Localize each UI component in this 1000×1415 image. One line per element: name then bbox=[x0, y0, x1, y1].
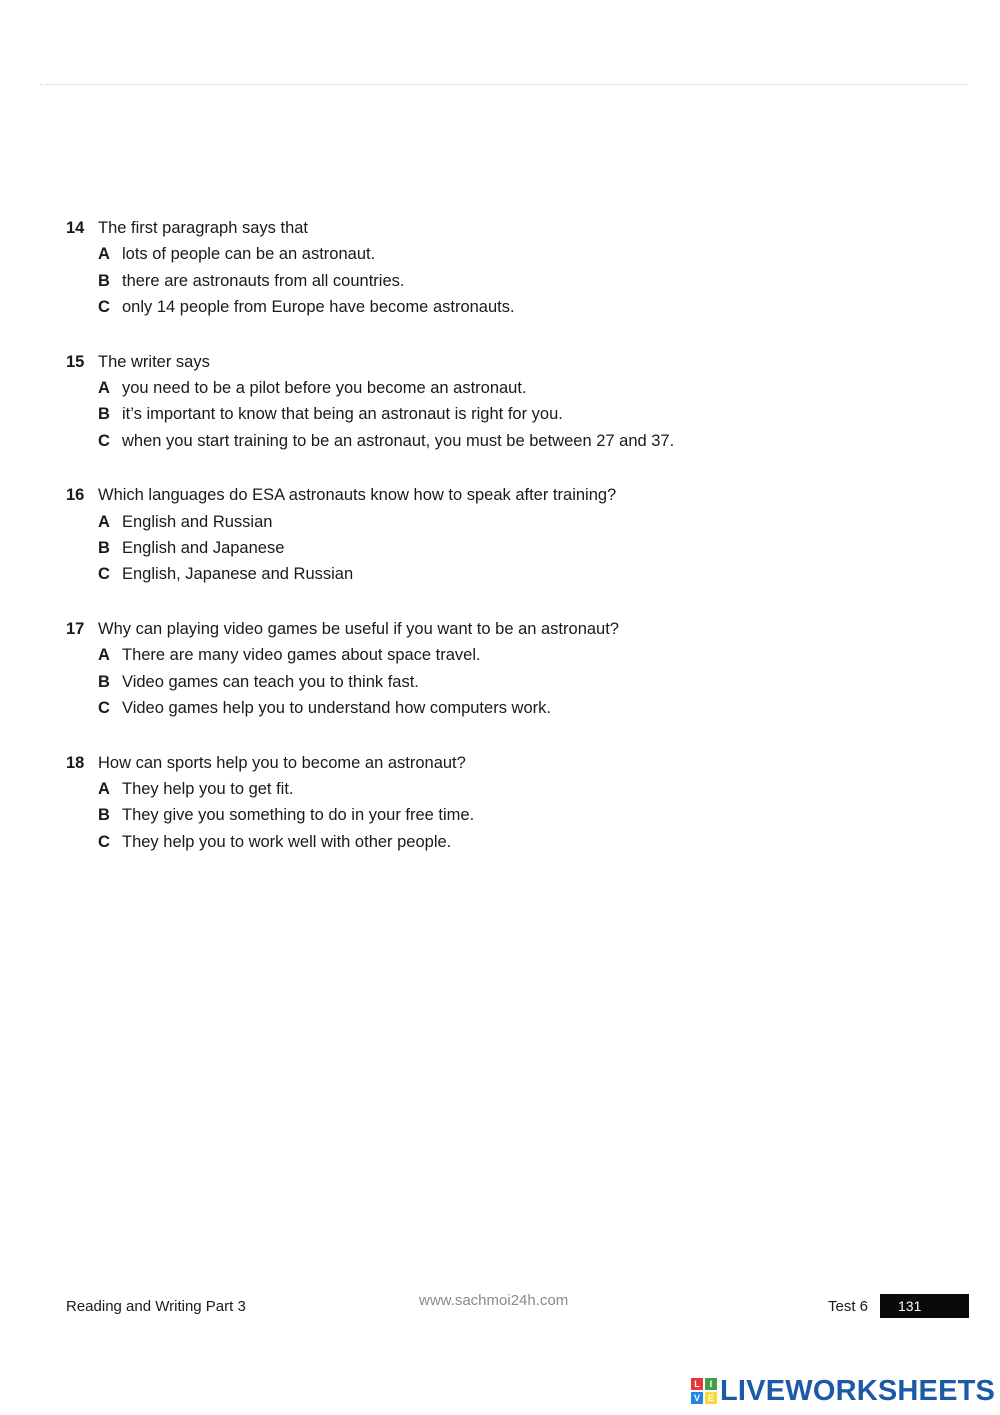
option-text: you need to be a pilot before you become an astronaut. bbox=[122, 379, 527, 398]
option-c[interactable] bbox=[66, 428, 926, 454]
option-letter: B bbox=[98, 539, 110, 558]
option-text: Video games help you to understand how computers work. bbox=[122, 699, 551, 718]
option-letter: C bbox=[98, 565, 110, 584]
question-number: 18 bbox=[66, 753, 85, 772]
option-c[interactable] bbox=[66, 829, 926, 855]
option-letter: A bbox=[98, 379, 110, 398]
option-letter: B bbox=[98, 271, 110, 290]
option-a[interactable] bbox=[66, 241, 926, 267]
option-a[interactable] bbox=[66, 509, 926, 535]
footer-section-label: Reading and Writing Part 3 bbox=[66, 1298, 246, 1315]
top-divider bbox=[40, 84, 968, 85]
option-b[interactable] bbox=[66, 669, 926, 695]
question-list bbox=[66, 215, 926, 883]
option-letter: A bbox=[98, 512, 110, 531]
question-number: 16 bbox=[66, 486, 85, 505]
question-number: 17 bbox=[66, 619, 85, 638]
question-15 bbox=[66, 349, 926, 455]
option-b[interactable] bbox=[66, 268, 926, 294]
option-b[interactable] bbox=[66, 802, 926, 828]
liveworksheets-logo-text: LIVEWORKSHEETS bbox=[720, 1374, 996, 1407]
liveworksheets-logo-icon bbox=[691, 1378, 717, 1404]
option-text: English and Japanese bbox=[122, 539, 285, 558]
option-text: They give you something to do in your free time. bbox=[122, 806, 475, 825]
option-b[interactable] bbox=[66, 535, 926, 561]
question-14 bbox=[66, 215, 926, 321]
question-16 bbox=[66, 482, 926, 588]
question-text: The writer says bbox=[98, 352, 210, 371]
logo-square-i: I bbox=[705, 1378, 717, 1390]
option-text: it’s important to know that being an astronaut is right for you. bbox=[122, 405, 563, 424]
question-text: How can sports help you to become an astronaut? bbox=[98, 753, 466, 772]
option-letter: A bbox=[98, 245, 110, 264]
page-number-badge: 131 bbox=[880, 1294, 969, 1318]
option-letter: B bbox=[98, 405, 110, 424]
question-number: 15 bbox=[66, 352, 85, 371]
option-text: there are astronauts from all countries. bbox=[122, 271, 405, 290]
option-text: Video games can teach you to think fast. bbox=[122, 672, 419, 691]
option-letter: C bbox=[98, 699, 110, 718]
option-text: only 14 people from Europe have become astronauts. bbox=[122, 298, 515, 317]
option-letter: A bbox=[98, 646, 110, 665]
question-18 bbox=[66, 750, 926, 856]
logo-square-e: E bbox=[705, 1392, 717, 1404]
option-letter: C bbox=[98, 431, 110, 450]
option-letter: B bbox=[98, 806, 110, 825]
option-c[interactable] bbox=[66, 561, 926, 587]
liveworksheets-logo[interactable] bbox=[691, 1373, 995, 1409]
option-text: English and Russian bbox=[122, 512, 273, 531]
option-text: English, Japanese and Russian bbox=[122, 565, 354, 584]
footer-watermark-url: www.sachmoi24h.com bbox=[419, 1292, 569, 1309]
logo-square-l: L bbox=[691, 1378, 703, 1390]
option-text: There are many video games about space travel. bbox=[122, 646, 481, 665]
question-number: 14 bbox=[66, 219, 85, 237]
option-letter: A bbox=[98, 779, 110, 798]
option-text: They help you to get fit. bbox=[122, 779, 294, 798]
question-text: Which languages do ESA astronauts know how to speak after training? bbox=[98, 486, 617, 505]
option-letter: C bbox=[98, 298, 110, 317]
question-text: The first paragraph says that bbox=[98, 219, 309, 237]
option-a[interactable] bbox=[66, 776, 926, 802]
option-c[interactable] bbox=[66, 294, 926, 320]
option-c[interactable] bbox=[66, 695, 926, 721]
option-b[interactable] bbox=[66, 401, 926, 427]
option-a[interactable] bbox=[66, 375, 926, 401]
logo-square-v: V bbox=[691, 1392, 703, 1404]
option-text: lots of people can be an astronaut. bbox=[122, 245, 376, 264]
option-letter: B bbox=[98, 672, 110, 691]
option-a[interactable] bbox=[66, 642, 926, 668]
question-17 bbox=[66, 616, 926, 722]
option-text: when you start training to be an astronaut, you must be between 27 and 37. bbox=[122, 431, 675, 450]
option-letter: C bbox=[98, 832, 110, 851]
option-text: They help you to work well with other people. bbox=[122, 832, 452, 851]
footer-test-label: Test 6 bbox=[828, 1298, 869, 1315]
question-text: Why can playing video games be useful if you want to be an astronaut? bbox=[98, 619, 619, 638]
